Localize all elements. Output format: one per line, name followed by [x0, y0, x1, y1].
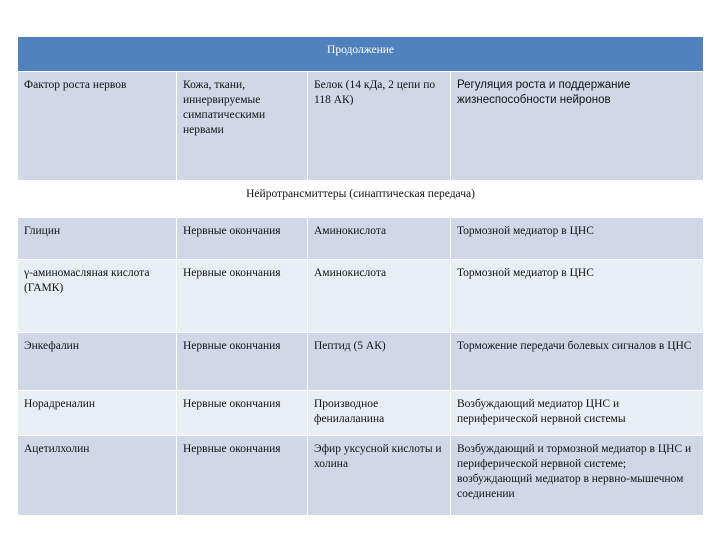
section-row — [18, 181, 704, 218]
cell-type: Эфир уксусной кислоты и холина — [308, 436, 451, 516]
cell-source: Нервные окончания — [177, 218, 308, 260]
cell-function: Возбуждающий медиатор ЦНС и периферической нервной системы — [451, 391, 704, 436]
cell-function: Тормозной медиатор в ЦНС — [451, 218, 704, 260]
cell-type: Белок (14 кДа, 2 цепи по 118 АК) — [308, 72, 451, 181]
table-row — [18, 391, 704, 436]
cell-source: Кожа, ткани, иннервируемые симпатическими нервами — [177, 72, 308, 181]
table-header: Продолжение — [18, 37, 704, 72]
cell-function: Возбуждающий и тормозной медиатор в ЦНС и периферической нервной системе; возбуждающий медиатор в нервно-мышечном соединении — [451, 436, 704, 516]
table-row — [18, 72, 704, 181]
cell-factor: Фактор роста нервов — [18, 72, 177, 181]
table-row — [18, 260, 704, 333]
cell-source: Нервные окончания — [177, 391, 308, 436]
cell-substance: Глицин — [18, 218, 177, 260]
cell-source: Нервные окончания — [177, 436, 308, 516]
cell-substance: Энкефалин — [18, 333, 177, 391]
table-row — [18, 333, 704, 391]
cell-type: Производное фенилаланина — [308, 391, 451, 436]
cell-substance: Ацетилхолин — [18, 436, 177, 516]
cell-type: Пептид (5 АК) — [308, 333, 451, 391]
table-header-row — [18, 37, 704, 72]
cell-function: Тормозной медиатор в ЦНС — [451, 260, 704, 333]
cell-substance: Норадреналин — [18, 391, 177, 436]
section-title: Нейротрансмиттеры (синаптическая передача) — [18, 181, 704, 218]
cell-function: Регуляция роста и поддержание жизнеспособности нейронов — [451, 72, 704, 181]
data-table — [17, 36, 704, 516]
table-row — [18, 218, 704, 260]
cell-source: Нервные окончания — [177, 260, 308, 333]
cell-type: Аминокислота — [308, 260, 451, 333]
table-row — [18, 436, 704, 516]
cell-function: Торможение передачи болевых сигналов в ЦНС — [451, 333, 704, 391]
cell-source: Нервные окончания — [177, 333, 308, 391]
cell-substance: γ-аминомасляная кислота (ГАМК) — [18, 260, 177, 333]
cell-type: Аминокислота — [308, 218, 451, 260]
